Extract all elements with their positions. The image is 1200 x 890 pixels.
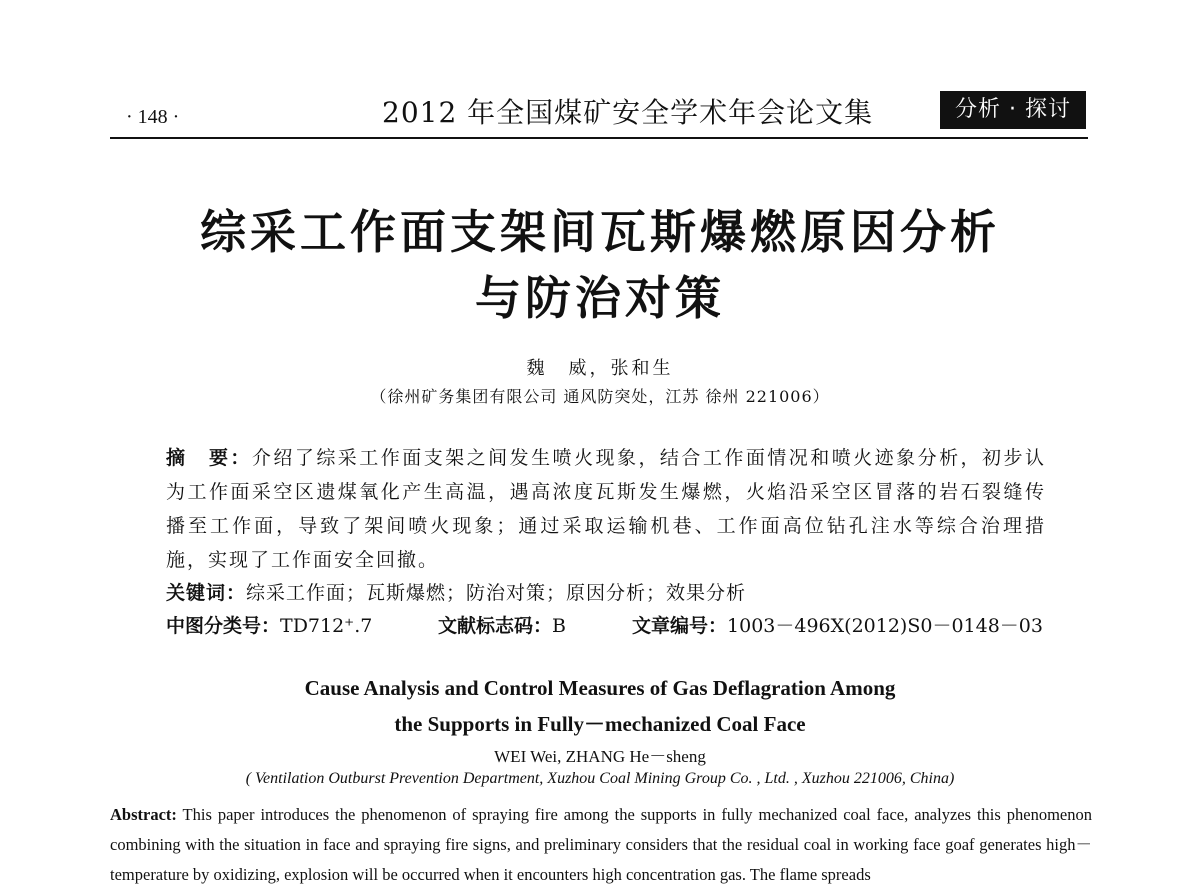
title-cn-line1: 综采工作面支架间瓦斯爆燃原因分析 (200, 205, 1000, 259)
abstract-cn-text: 介绍了综采工作面支架之间发生喷火现象，结合工作面情况和喷火迹象分析，初步认为工作面采空区遗煤氧化产生高温，遇高浓度瓦斯发生爆燃，火焰沿采空区冒落的岩石裂缝传播至工作面，导致了架间喷火现象；通过采取运输机巷、工作面高位钻孔注水等综合治理措施，实现了工作面安全回撤。 (166, 447, 1046, 571)
affiliation-cn: （徐州矿务集团有限公司 通风防突处，江苏 徐州 221006） (370, 387, 830, 406)
title-cn-line2: 与防治对策 (475, 271, 725, 325)
abstract-en-label: Abstract: (110, 805, 177, 824)
clc-value: TD712⁺.7 (280, 615, 373, 637)
title-en-line2: the Supports in Fully－mechanized Coal Face (394, 712, 806, 736)
doc-code-label: 文献标志码： (438, 615, 553, 637)
keywords (166, 578, 746, 605)
doc-code-value: B (552, 615, 566, 637)
section-tag: 分析 · 探讨 (940, 91, 1086, 129)
keywords-label: 关键词： (166, 582, 247, 604)
title-en-line1: Cause Analysis and Control Measures of Gas Deflagration Among (304, 676, 896, 700)
document-code (438, 611, 566, 638)
page-number: · 148 · (126, 106, 180, 128)
article-no-label: 文章编号： (632, 615, 728, 637)
authors-en: WEI Wei, ZHANG He－sheng (494, 747, 706, 766)
clc-number (166, 611, 372, 638)
article-no-value: 1003－496X(2012)S0－0148－03 (727, 615, 1043, 637)
keywords-text: 综采工作面；瓦斯爆燃；防治对策；原因分析；效果分析 (246, 582, 747, 604)
running-title: 2012 年全国煤矿安全学术年会论文集 (382, 96, 874, 129)
abstract-cn (166, 441, 1046, 577)
affiliation-en: ( Ventilation Outburst Prevention Department, Xuzhou Coal Mining Group Co. , Ltd. , Xuzhou 221006, China) (245, 770, 955, 787)
clc-label: 中图分类号： (166, 615, 281, 637)
authors-cn: 魏 威，张和生 (526, 358, 674, 379)
abstract-cn-label: 摘 要： (166, 447, 252, 469)
abstract-en-text: This paper introduces the phenomenon of spraying fire among the supports in fully mechanized coal face, analyzes this phenomenon combining with the situation in face and spraying fire signs, and preliminary considers that the residual coal in working face goaf generates high－temperature by oxidizing, explosion will be occurred when it encounters high concentration gas. The flame spreads (110, 805, 1092, 884)
abstract-en (110, 800, 1092, 890)
header-rule (110, 137, 1088, 139)
article-number (632, 611, 1043, 638)
